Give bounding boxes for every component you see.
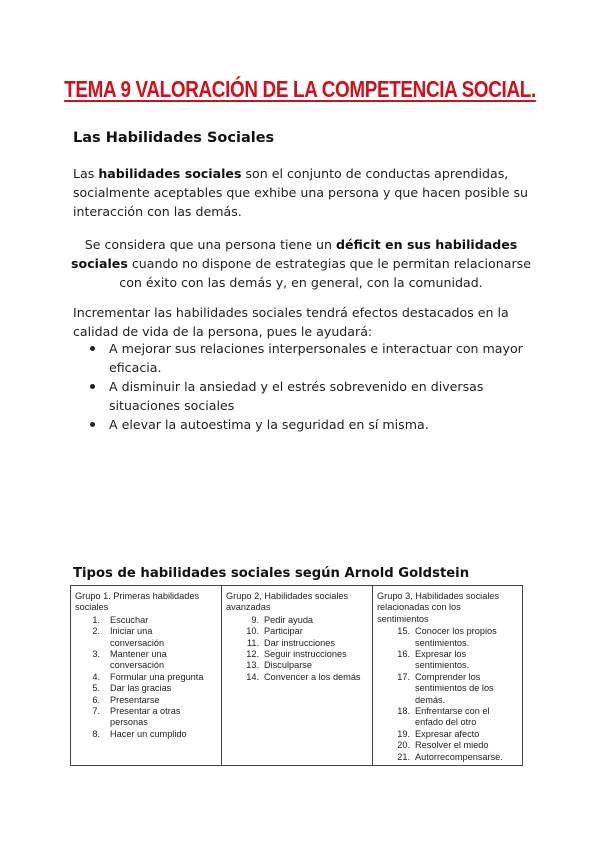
table-row: [226, 649, 368, 660]
item-text: Disculparse: [264, 660, 312, 671]
item-text: Mantener una conversación: [110, 649, 167, 671]
item-number: 11.: [246, 637, 259, 648]
item-number: 13.: [246, 660, 259, 671]
list-item: [88, 415, 528, 434]
bullet-icon: [90, 384, 95, 389]
item-number: 5.: [92, 683, 100, 694]
table-row: [377, 729, 518, 740]
table-row: [377, 752, 518, 763]
paragraph-deficit: [70, 235, 532, 292]
list-item-text: A disminuir la ansiedad y el estrés sobrevenido en diversas situaciones sociales: [109, 379, 484, 413]
section-heading: Las Habilidades Sociales: [73, 130, 275, 146]
table-row: [377, 706, 518, 729]
paragraph-benefits: Incrementar las habilidades sociales tendrá efectos destacados en la calidad de vida de la persona, pues le ayudará:: [73, 305, 509, 339]
item-number: 7.: [92, 706, 100, 717]
text: cuando no dispone de estrategias que le permitan relacionarse con éxito con las demás y, en general, con la comunidad.: [119, 256, 531, 290]
item-text: Formular una pregunta: [110, 671, 204, 682]
item-number: 12.: [246, 649, 259, 660]
table-row: [377, 672, 518, 706]
list-item: [88, 377, 528, 415]
document-title: TEMA 9 VALORACIÓN DE LA COMPETENCIA SOCIAL.: [64, 76, 536, 102]
item-number: 1.: [92, 614, 100, 625]
table-column-group-2: [222, 586, 373, 765]
table-heading: Tipos de habilidades sociales según Arnold Goldstein: [73, 566, 470, 581]
table-row: [75, 672, 217, 683]
item-text: Dar las gracias: [110, 683, 172, 694]
item-text: Participar: [264, 626, 303, 637]
skills-list: [226, 615, 368, 683]
item-number: 15.: [397, 626, 410, 637]
item-number: 20.: [397, 740, 410, 751]
group-header: Grupo 1. Primeras habilidades sociales: [75, 591, 200, 613]
bullet-icon: [90, 422, 95, 427]
item-number: 17.: [397, 671, 410, 682]
item-number: 2.: [92, 626, 100, 637]
table-row: [226, 638, 368, 649]
table-row: [226, 615, 368, 626]
item-text: Autorrecompensarse.: [415, 751, 503, 762]
table-row: [226, 660, 368, 671]
item-text: Enfrentarse con el enfado del otro: [415, 706, 490, 728]
item-number: 10.: [246, 626, 259, 637]
item-text: Pedir ayuda: [264, 614, 314, 625]
item-text: Iniciar una conversación: [110, 626, 165, 648]
list-item-text: A mejorar sus relaciones interpersonales e interactuar con mayor eficacia.: [109, 341, 523, 375]
bold-term: habilidades sociales: [98, 166, 242, 181]
table-row: [75, 706, 217, 729]
text: Las: [73, 166, 99, 181]
table-column-group-1: [71, 586, 222, 765]
list-item-text: A elevar la autoestima y la seguridad en sí misma.: [109, 417, 429, 432]
table-row: [226, 626, 368, 637]
table-row: [75, 615, 217, 626]
item-text: Dar instrucciones: [264, 637, 335, 648]
item-text: Comprender los sentimientos de los demás.: [415, 671, 494, 705]
item-text: Expresar afecto: [415, 728, 480, 739]
table-row: [75, 649, 217, 672]
item-number: 4.: [92, 671, 100, 682]
group-header: Grupo 3, Habilidades sociales relacionadas con los sentimientos: [377, 591, 500, 624]
benefits-list: [88, 339, 528, 434]
list-item: [88, 339, 528, 377]
table-row: [75, 683, 217, 694]
goldstein-table: [70, 585, 523, 766]
text: son el conjunto de conductas aprendidas, socialmente aceptables que exhibe una persona y que hacen posible su interacción con las demás.: [73, 166, 529, 219]
item-number: 6.: [92, 694, 100, 705]
item-number: 3.: [92, 649, 100, 660]
item-number: 9.: [251, 614, 259, 625]
table-row: [75, 729, 217, 740]
group-header: Grupo 2, Habilidades sociales avanzadas: [226, 591, 349, 613]
item-number: 18.: [397, 706, 410, 717]
bold-term: déficit en sus habilidades sociales: [71, 237, 518, 271]
item-text: Conocer los propios sentimientos.: [415, 626, 497, 648]
table-column-group-3: [373, 586, 522, 765]
table-row: [75, 695, 217, 706]
item-number: 14.: [246, 671, 259, 682]
table-row: [377, 626, 518, 649]
item-text: Escuchar: [110, 614, 149, 625]
item-text: Presentarse: [110, 694, 160, 705]
item-number: 21.: [397, 751, 410, 762]
paragraph-definition: [73, 164, 533, 221]
table-row: [75, 626, 217, 649]
table-row: [377, 740, 518, 751]
table-row: [377, 649, 518, 672]
table-row: [226, 672, 368, 683]
item-text: Expresar los sentimientos.: [415, 649, 470, 671]
item-number: 16.: [397, 649, 410, 660]
item-text: Seguir instrucciones: [264, 649, 347, 660]
skills-list: [75, 615, 217, 740]
item-text: Convencer a los demás: [264, 671, 361, 682]
item-number: 8.: [92, 728, 100, 739]
skills-list: [377, 626, 518, 763]
item-text: Presentar a otras personas: [110, 706, 181, 728]
bullet-icon: [90, 346, 95, 351]
item-number: 19.: [397, 728, 410, 739]
item-text: Resolver el miedo: [415, 740, 489, 751]
text: Se considera que una persona tiene un: [84, 237, 336, 252]
item-text: Hacer un cumplido: [110, 728, 187, 739]
